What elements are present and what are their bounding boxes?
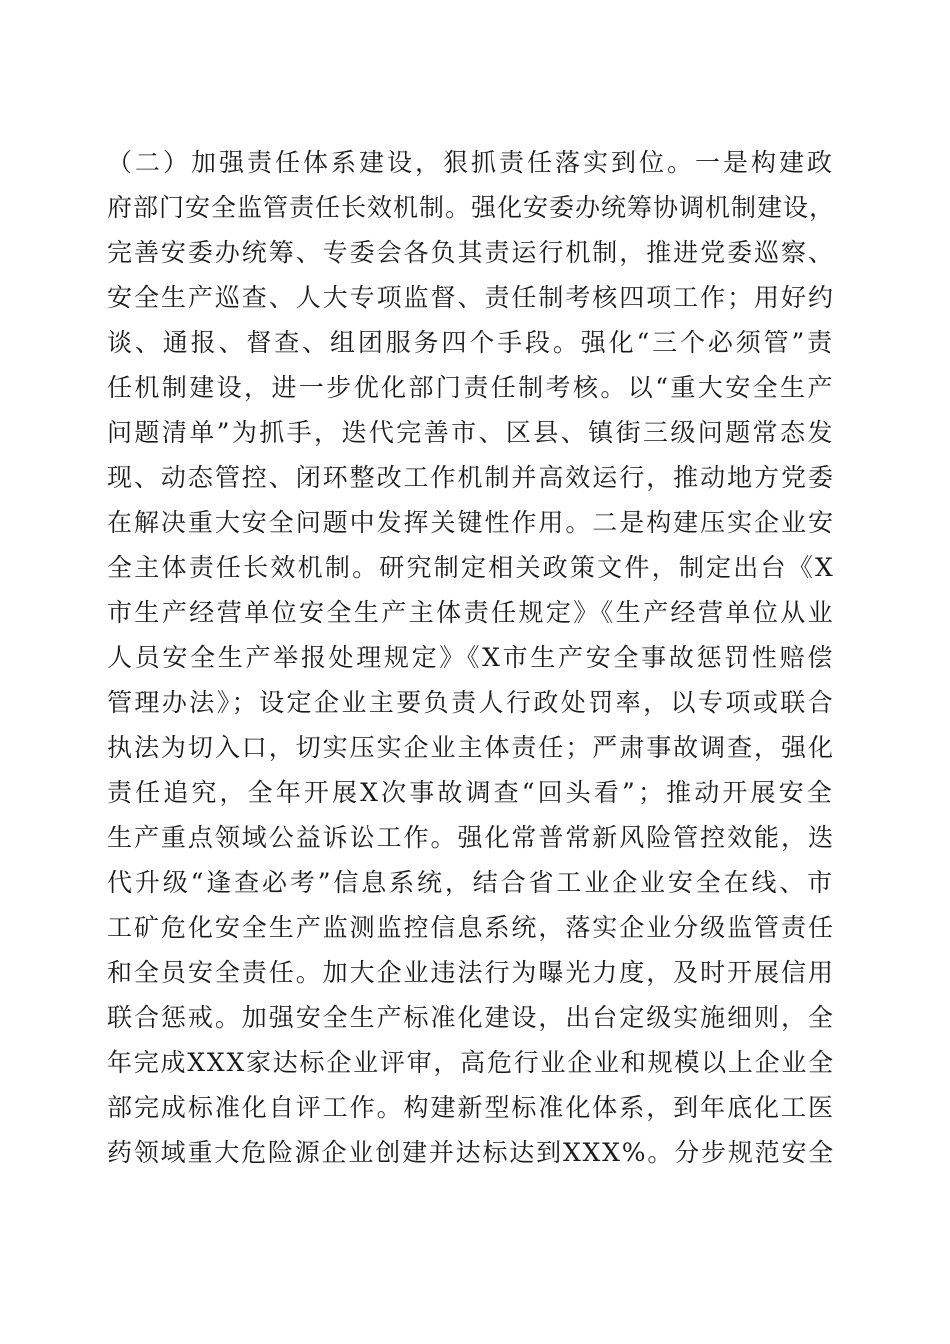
paragraph-line: 府部门安全监管责任长效机制。强化安委办统筹协调机制建设， <box>107 193 835 222</box>
paragraph-line: 年完成XXX家达标企业评审，高危行业企业和规模以上企业全 <box>107 1048 835 1077</box>
paragraph-line: 人员安全生产举报处理规定》《X市生产安全事故惩罚性赔偿 <box>107 643 835 672</box>
paragraph-line: 责任追究，全年开展X次事故调查“回头看”；推动开展安全 <box>107 778 835 807</box>
paragraph-line: 代升级“逢查必考”信息系统，结合省工业企业安全在线、市 <box>107 868 835 897</box>
paragraph-line: 谈、通报、督查、组团服务四个手段。强化“三个必须管”责 <box>107 328 835 357</box>
paragraph-line: 和全员安全责任。加大企业违法行为曝光力度，及时开展信用 <box>107 958 835 987</box>
body-paragraph <box>107 140 835 1175</box>
paragraph-line: 现、动态管控、闭环整改工作机制并高效运行，推动地方党委 <box>107 463 835 492</box>
paragraph-line: 问题清单”为抓手，迭代完善市、区县、镇街三级问题常态发 <box>107 418 835 447</box>
paragraph-line: 市生产经营单位安全生产主体责任规定》《生产经营单位从业 <box>107 598 835 627</box>
paragraph-line: （二）加强责任体系建设，狠抓责任落实到位。一是构建政 <box>107 148 835 177</box>
paragraph-line: 安全生产巡查、人大专项监督、责任制考核四项工作；用好约 <box>107 283 835 312</box>
paragraph-line: 管理办法》；设定企业主要负责人行政处罚率，以专项或联合 <box>107 688 835 717</box>
paragraph-line: 生产重点领域公益诉讼工作。强化常普常新风险管控效能，迭 <box>107 823 835 852</box>
paragraph-line: 完善安委办统筹、专委会各负其责运行机制，推进党委巡察、 <box>107 238 835 267</box>
paragraph-line: 药领域重大危险源企业创建并达标达到XXX%。分步规范安全 <box>107 1138 835 1167</box>
paragraph-line: 在解决重大安全问题中发挥关键性作用。二是构建压实企业安 <box>107 508 835 537</box>
paragraph-line: 任机制建设，进一步优化部门责任制考核。以“重大安全生产 <box>107 373 835 402</box>
paragraph-line: 全主体责任长效机制。研究制定相关政策文件，制定出台《X <box>107 553 835 582</box>
paragraph-line: 执法为切入口，切实压实企业主体责任；严肃事故调查，强化 <box>107 733 835 762</box>
paragraph-line: 联合惩戒。加强安全生产标准化建设，出台定级实施细则，全 <box>107 1003 835 1032</box>
paragraph-line: 工矿危化安全生产监测监控信息系统，落实企业分级监管责任 <box>107 913 835 942</box>
paragraph-line: 部完成标准化自评工作。构建新型标准化体系，到年底化工医 <box>107 1093 835 1122</box>
